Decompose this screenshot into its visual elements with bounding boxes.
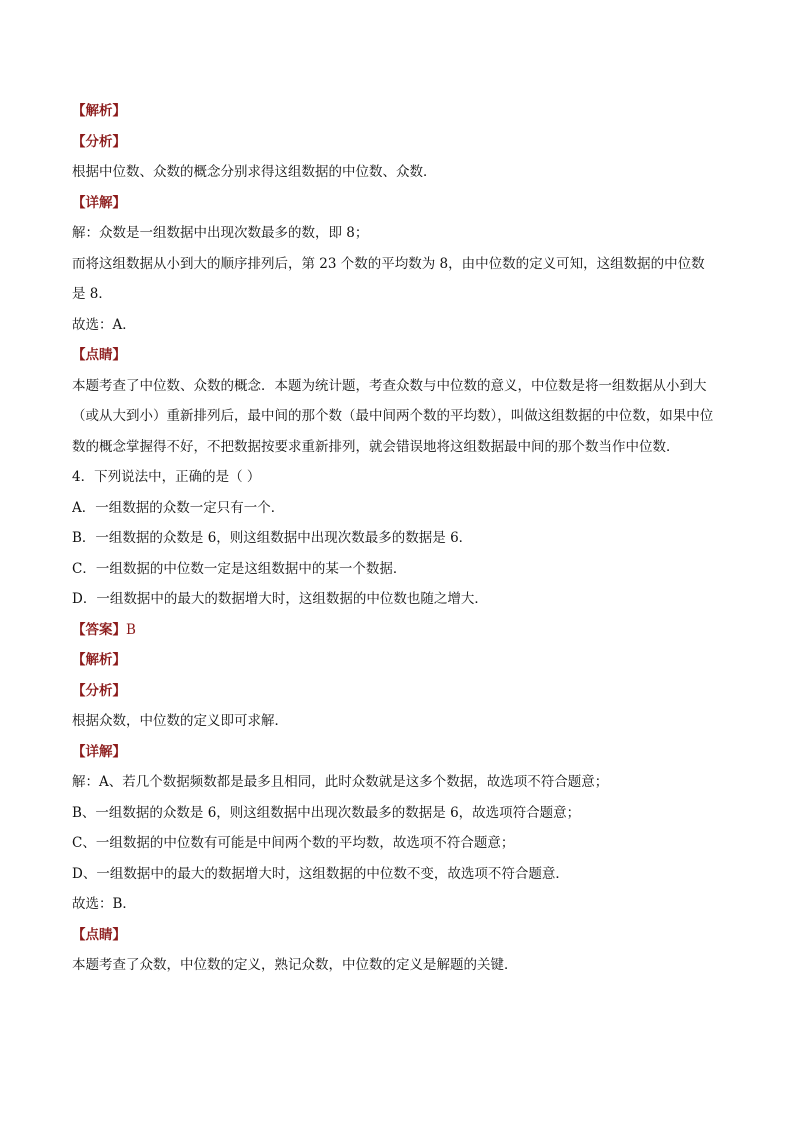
q4-xiangjie-line-1: 解：A、若几个数据频数都是最多且相同，此时众数就是这多个数据，故选项不符合题意； (72, 774, 609, 790)
q3-xiangjie-line-1: 解：众数是一组数据中出现次数最多的数，即 8； (72, 225, 369, 241)
q4-dianjing-text: 本题考查了众数，中位数的定义，熟记众数，中位数的定义是解题的关键． (72, 957, 518, 973)
q4-answer-value: B (126, 621, 136, 638)
q4-option-d: D．一组数据中的最大的数据增大时，这组数据的中位数也随之增大． (72, 591, 488, 607)
q4-dianjing-heading: 【点睛】 (72, 926, 126, 943)
q4-option-a: A．一组数据的众数一定只有一个． (72, 499, 285, 516)
q3-xiangjie-heading: 【详解】 (72, 194, 126, 211)
q3-conclusion: 故选：A． (72, 316, 136, 333)
q4-fenxi-heading: 【分析】 (72, 682, 126, 699)
q4-xiangjie-heading: 【详解】 (72, 743, 126, 760)
q4-xiangjie-line-4: D、一组数据中的最大的数据增大时，这组数据的中位数不变，故选项不符合题意． (72, 865, 569, 882)
q4-jiexi-heading: 【解析】 (72, 652, 126, 668)
q4-xiangjie-line-3: C、一组数据的中位数有可能是中间两个数的平均数，故选项不符合题意； (72, 835, 515, 851)
q4-option-b: B．一组数据的众数是 6，则这组数据中出现次数最多的数据是 6． (72, 530, 473, 546)
document-page (72, 96, 722, 981)
q3-jiexi-heading: 【解析】 (72, 103, 126, 119)
q4-conclusion: 故选：B． (72, 896, 136, 912)
q4-answer-label: 【答案】 (72, 621, 126, 638)
q3-fenxi-heading: 【分析】 (72, 133, 126, 150)
q4-question: 4．下列说法中，正确的是（ ） (72, 469, 261, 485)
q3-fenxi-text: 根据中位数、众数的概念分别求得这组数据的中位数、众数． (72, 164, 437, 180)
q4-xiangjie-line-2: B、一组数据的众数是 6，则这组数据中出现次数最多的数据是 6，故选项符合题意； (72, 804, 581, 821)
q3-xiangjie-line-2: 而将这组数据从小到大的顺序排列后，第 23 个数的平均数为 8，由中位数的定义可知，这组数据的中位数 (72, 255, 705, 272)
q4-answer (72, 615, 722, 646)
q3-dianjing-heading: 【点睛】 (72, 347, 126, 363)
q4-option-c: C．一组数据的中位数一定是这组数据中的某一个数据． (72, 560, 407, 577)
q4-fenxi-text: 根据众数，中位数的定义即可求解． (72, 713, 288, 729)
q3-dianjing-text: 本题考查了中位数、众数的概念．本题为统计题，考查众数与中位数的意义，中位数是将一组数据从小到大（或从大到小）重新排列后，最中间的那个数（最中间两个数的平均数），叫做这组数据的中位数，如果中位数的概念掌握得不好，不把数据按要求重新排列，就会错误地将这组数据最中间的那个数当作中位数． (72, 377, 714, 455)
q3-xiangjie-line-3: 是 8． (72, 286, 112, 302)
